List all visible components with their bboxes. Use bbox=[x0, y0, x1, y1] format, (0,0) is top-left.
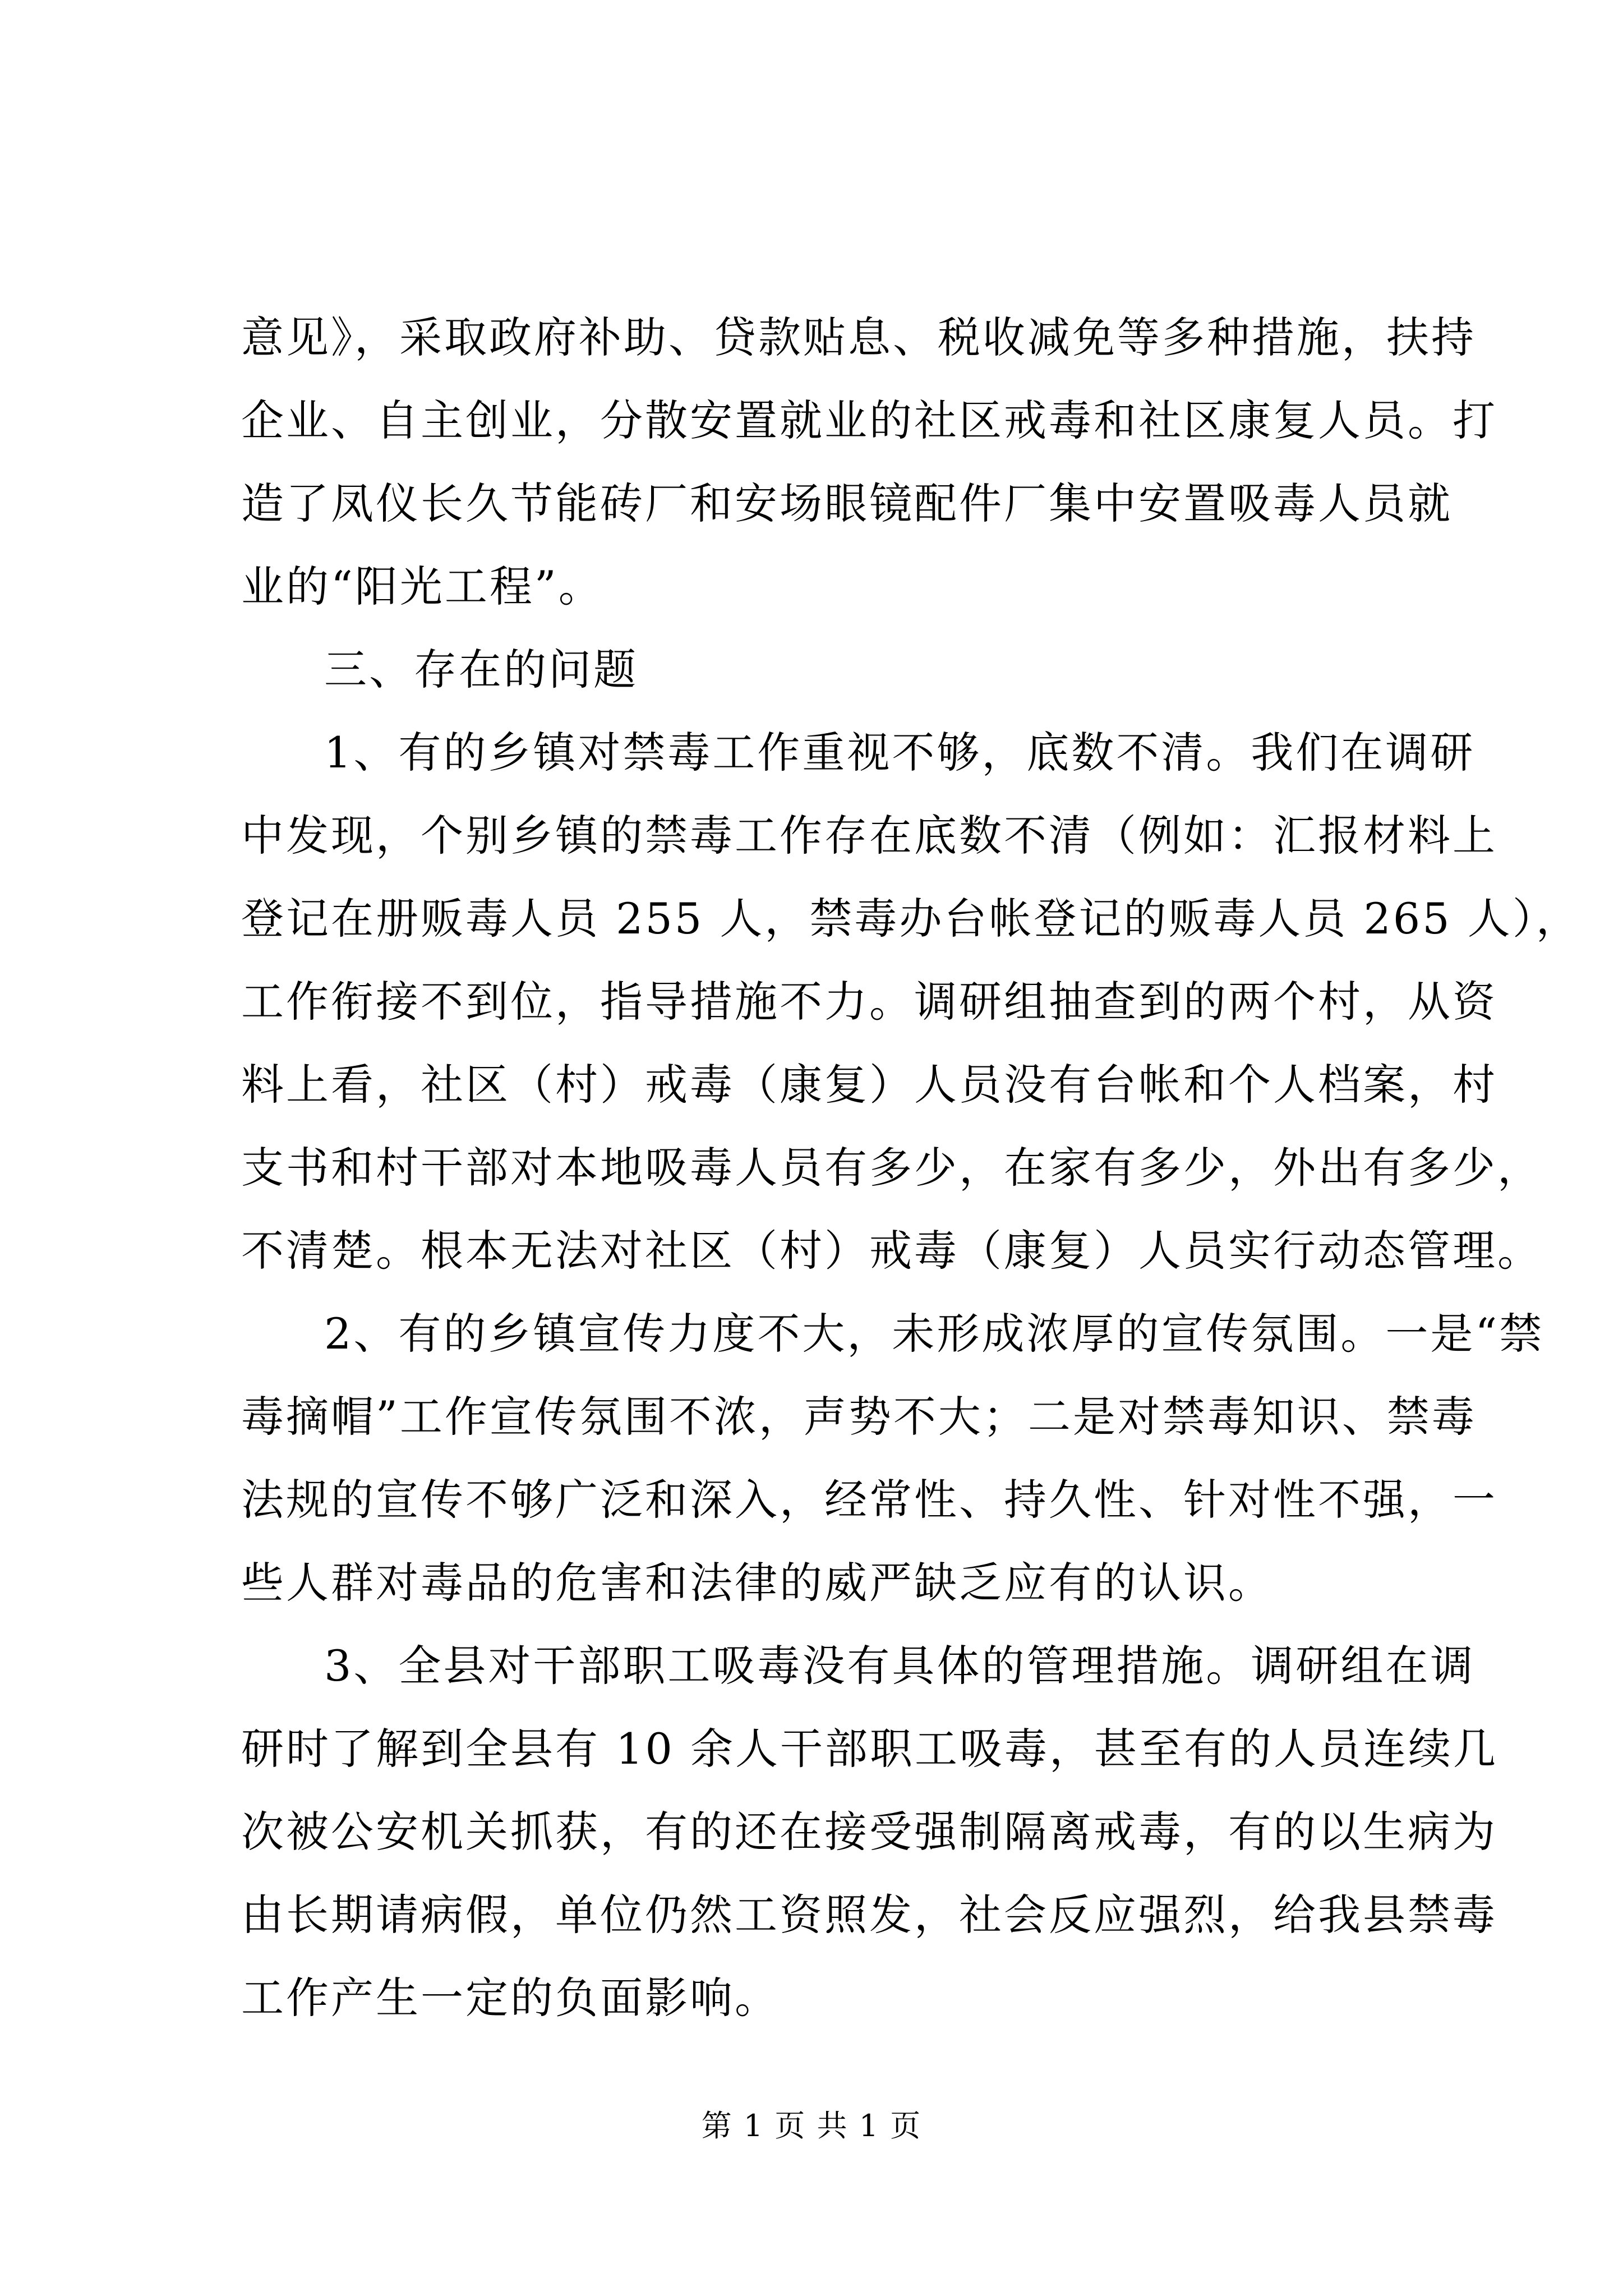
text-line: 中发现，个别乡镇的禁毒工作存在底数不清（例如：汇报材料上 bbox=[241, 811, 1497, 861]
text-line: 不清楚。根本无法对社区（村）戒毒（康复）人员实行动态管理。 bbox=[241, 1226, 1542, 1276]
text-line: 次被公安机关抓获，有的还在接受强制隔离戒毒，有的以生病为 bbox=[241, 1807, 1497, 1857]
text-line: 造了凤仪长久节能砖厂和安场眼镜配件厂集中安置吸毒人员就 bbox=[241, 478, 1453, 528]
text-line: 些人群对毒品的危害和法律的威严缺乏应有的认识。 bbox=[241, 1558, 1273, 1608]
text-line: 企业、自主创业，分散安置就业的社区戒毒和社区康复人员。打 bbox=[241, 395, 1497, 445]
page-footer: 第 1 页 共 1 页 bbox=[701, 2108, 922, 2143]
text-line: 3、全县对干部职工吸毒没有具体的管理措施。调研组在调 bbox=[324, 1641, 1476, 1691]
text-line: 由长期请病假，单位仍然工资照发，社会反应强烈，给我县禁毒 bbox=[241, 1890, 1497, 1940]
text-line: 意见》，采取政府补助、贷款贴息、税收减免等多种措施，扶持 bbox=[241, 312, 1476, 362]
text-line: 研时了解到全县有 10 余人干部职工吸毒，甚至有的人员连续几 bbox=[241, 1724, 1498, 1774]
text-line: 工作产生一定的负面影响。 bbox=[241, 1973, 780, 2023]
text-line: 工作衔接不到位，指导措施不力。调研组抽查到的两个村，从资 bbox=[241, 977, 1497, 1027]
text-line: 1、有的乡镇对禁毒工作重视不够，底数不清。我们在调研 bbox=[324, 728, 1476, 777]
text-line: 2、有的乡镇宣传力度不大，未形成浓厚的宣传氛围。一是“禁 bbox=[324, 1309, 1544, 1359]
text-line: 料上看，社区（村）戒毒（康复）人员没有台帐和个人档案，村 bbox=[241, 1060, 1497, 1110]
text-line: 法规的宣传不够广泛和深入，经常性、持久性、针对性不强，一 bbox=[241, 1475, 1497, 1525]
document-body bbox=[241, 296, 1581, 2040]
text-line: 登记在册贩毒人员 255 人，禁毒办台帐登记的贩毒人员 265 人）， bbox=[241, 894, 1581, 944]
text-line: 毒摘帽”工作宣传氛围不浓，声势不大；二是对禁毒知识、禁毒 bbox=[241, 1392, 1477, 1442]
text-line: 业的“阳光工程”。 bbox=[241, 562, 603, 611]
text-line: 支书和村干部对本地吸毒人员有多少，在家有多少，外出有多少， bbox=[241, 1143, 1542, 1193]
section-heading: 三、存在的问题 bbox=[324, 645, 638, 694]
